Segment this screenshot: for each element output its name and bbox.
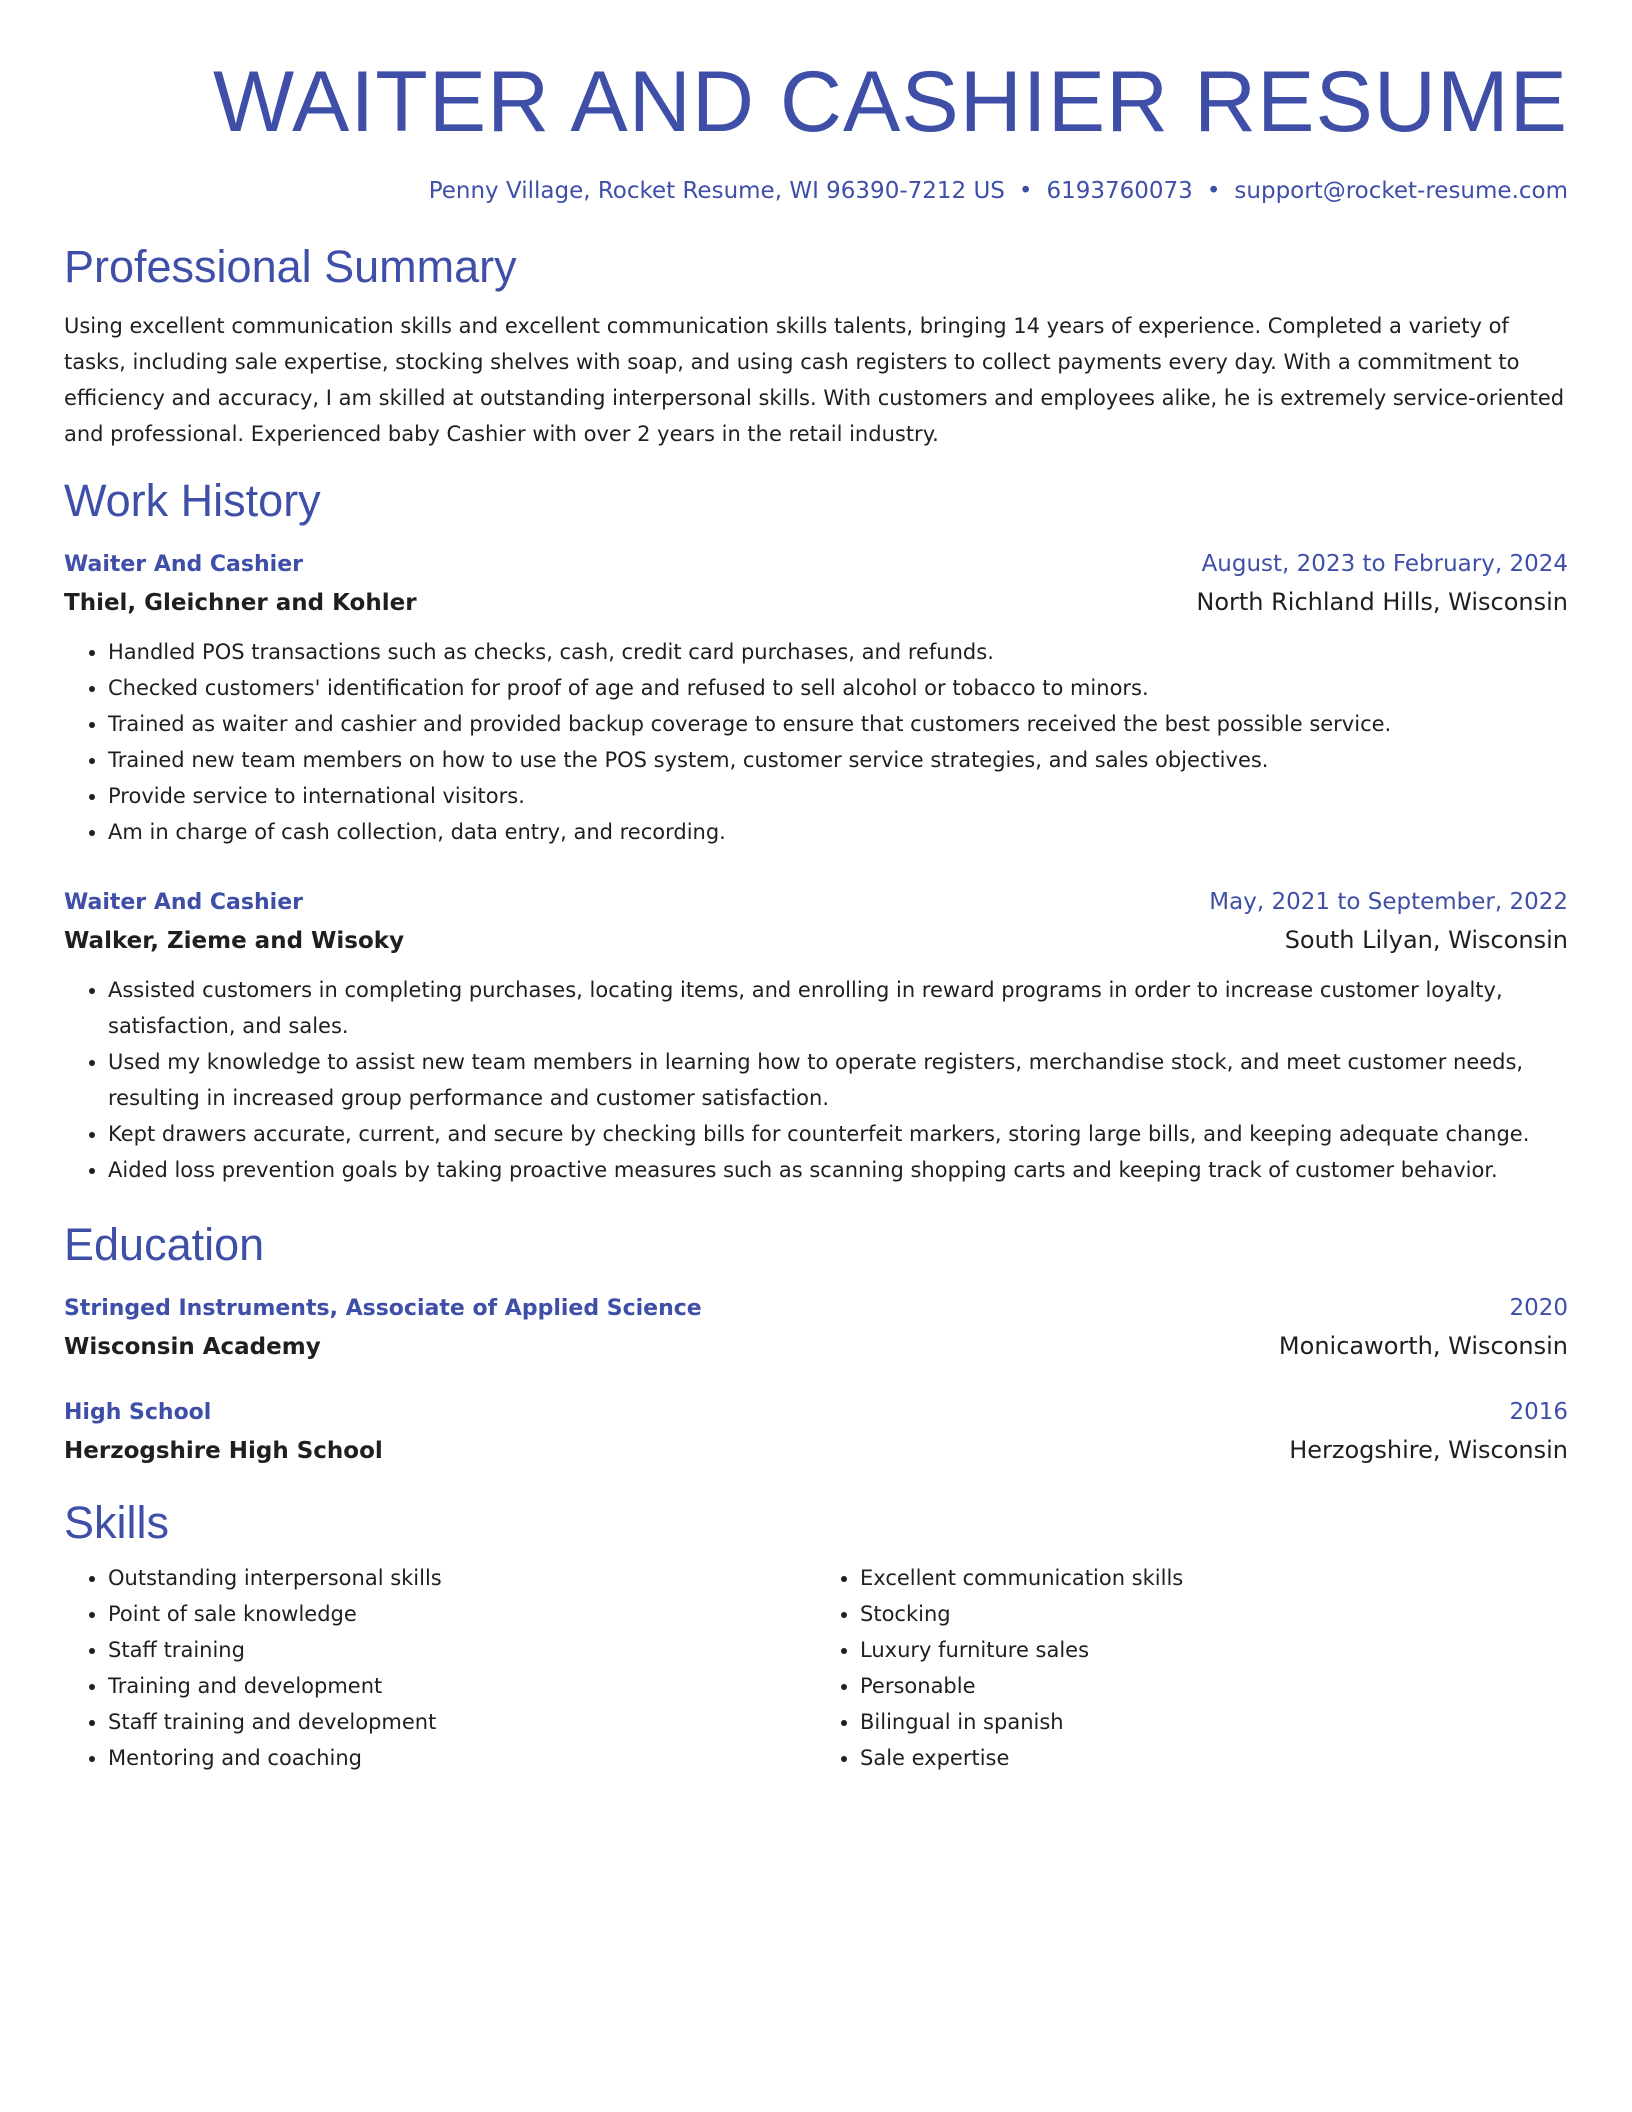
education-degree: Stringed Instruments, Associate of Applied Science	[64, 1296, 702, 1321]
contact-separator: •	[1018, 178, 1033, 204]
job-duty: • Trained as waiter and cashier and provided backup coverage to ensure that customers received the best possible service.	[108, 706, 1568, 742]
job-title-row	[64, 884, 1568, 921]
job-duty: • Kept drawers accurate, current, and secure by checking bills for counterfeit markers, storing large bills, and keeping adequate change.	[108, 1116, 1568, 1152]
education-year: 2020	[1509, 1295, 1568, 1321]
education-location: Monicaworth, Wisconsin	[1278, 1332, 1568, 1360]
education-entry	[64, 1290, 1568, 1366]
education-school-row	[64, 1431, 1568, 1470]
job-dates: August, 2023 to February, 2024	[1201, 551, 1568, 577]
skill-item: • Training and development	[108, 1668, 816, 1704]
education-degree: High School	[64, 1400, 212, 1425]
job-title-row	[64, 546, 1568, 583]
job-entry	[64, 546, 1568, 850]
skills-list-right	[816, 1560, 1568, 1776]
education-school: Wisconsin Academy	[64, 1334, 321, 1360]
contact-phone: 6193760073	[1046, 178, 1193, 204]
job-dates: May, 2021 to September, 2022	[1209, 889, 1568, 915]
job-title: Waiter And Cashier	[64, 552, 303, 577]
skill-item: • Point of sale knowledge	[108, 1596, 816, 1632]
education-entry	[64, 1394, 1568, 1470]
job-duty: • Trained new team members on how to use the POS system, customer service strategies, and sales objectives.	[108, 742, 1568, 778]
skills-list-left	[64, 1560, 816, 1776]
skill-item: • Stocking	[860, 1596, 1568, 1632]
job-duties-list	[64, 634, 1568, 850]
job-employer-row	[64, 583, 1568, 622]
education-degree-row	[64, 1290, 1568, 1327]
skill-item: • Mentoring and coaching	[108, 1740, 816, 1776]
education-degree-row	[64, 1394, 1568, 1431]
job-duty: • Used my knowledge to assist new team members in learning how to operate registers, merchandise stock, and meet customer needs, resulting in increased group performance and customer satisfaction.	[108, 1044, 1568, 1116]
skill-item: • Luxury furniture sales	[860, 1632, 1568, 1668]
resume-title: WAITER AND CASHIER RESUME	[213, 54, 1568, 150]
summary-heading: Professional Summary	[64, 241, 517, 292]
job-entry	[64, 884, 1568, 1188]
job-duty: • Aided loss prevention goals by taking proactive measures such as scanning shopping carts and keeping track of customer behavior.	[108, 1152, 1568, 1188]
summary-section	[64, 240, 1568, 452]
skills-section	[64, 1496, 1568, 1776]
job-duty: • Provide service to international visitors.	[108, 778, 1568, 814]
work-history-section	[64, 474, 1568, 1188]
job-employer: Walker, Zieme and Wisoky	[64, 928, 405, 954]
job-location: North Richland Hills, Wisconsin	[1196, 588, 1568, 616]
job-employer-row	[64, 921, 1568, 960]
education-school: Herzogshire High School	[64, 1438, 383, 1464]
job-employer: Thiel, Gleichner and Kohler	[64, 590, 417, 616]
skills-grid	[64, 1560, 1568, 1776]
job-duties-list	[64, 972, 1568, 1188]
job-location: South Lilyan, Wisconsin	[1284, 926, 1568, 954]
resume-header	[64, 52, 1568, 206]
contact-line	[64, 176, 1568, 206]
skill-item: • Excellent communication skills	[860, 1560, 1568, 1596]
skill-item: • Outstanding interpersonal skills	[108, 1560, 816, 1596]
job-duty: • Checked customers' identification for proof of age and refused to sell alcohol or tobacco to minors.	[108, 670, 1568, 706]
job-title: Waiter And Cashier	[64, 890, 303, 915]
education-location: Herzogshire, Wisconsin	[1289, 1436, 1568, 1464]
skill-item: • Sale expertise	[860, 1740, 1568, 1776]
job-duty: • Assisted customers in completing purchases, locating items, and enrolling in reward programs in order to increase customer loyalty, satisfaction, and sales.	[108, 972, 1568, 1044]
education-heading: Education	[64, 1219, 265, 1270]
skill-item: • Personable	[860, 1668, 1568, 1704]
contact-email: support@rocket-resume.com	[1234, 178, 1568, 204]
education-school-row	[64, 1327, 1568, 1366]
summary-text: Using excellent communication skills and excellent communication skills talents, bringing 14 years of experience. Completed a variety of tasks, including sale expertise, stocking shelves with soap, and using cash registers to collect payments every day. With a commitment to efficiency and accuracy, I am skilled at outstanding interpersonal skills. With customers and employees alike, he is extremely service-oriented and professional. Experienced baby Cashier with over 2 years in the retail industry.	[64, 314, 1565, 446]
skill-item: • Staff training and development	[108, 1704, 816, 1740]
skill-item: • Bilingual in spanish	[860, 1704, 1568, 1740]
education-section	[64, 1218, 1568, 1470]
job-duty: • Am in charge of cash collection, data entry, and recording.	[108, 814, 1568, 850]
skill-item: • Staff training	[108, 1632, 816, 1668]
contact-separator: •	[1206, 178, 1221, 204]
job-duty: • Handled POS transactions such as checks, cash, credit card purchases, and refunds.	[108, 634, 1568, 670]
education-year: 2016	[1509, 1399, 1568, 1425]
contact-address: Penny Village, Rocket Resume, WI 96390-7212 US	[428, 178, 1005, 204]
work-history-heading: Work History	[64, 475, 321, 526]
skills-heading: Skills	[64, 1497, 170, 1548]
